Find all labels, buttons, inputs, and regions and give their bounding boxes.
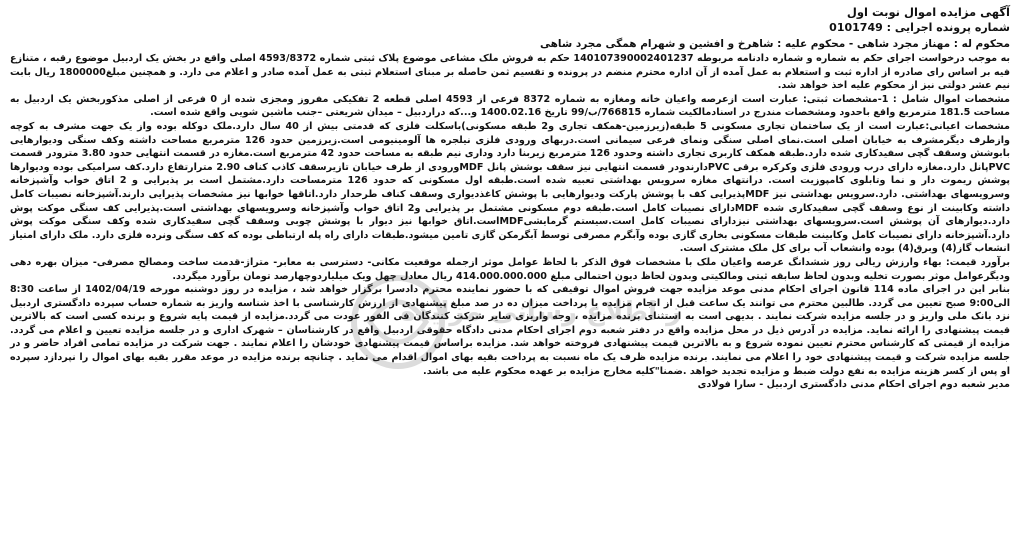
specs-paragraph: مشخصات اعیانی:عبارت است از یک ساختمان تجاری مسکونی 5 طبقه(زیرزمین-همکف تجاری و2 طبقه مسکونی)باسکلت فلزی که قدمتی بیش از 40 سال دارد.ملک دوکله بوده واز یک جهت مشرف به کوچه وازطرف دیگرمشرف به خیابان اصلی است.نمای اصلی سنگی ونمای فرعی سیمانی است.دربهای ورودی فلزی نیلجره ها آلومینیومی است.زیرزمین حدود 126 مترمربع مساحت داشته وکف سنگی ودیوارهایی بابوشش وسقف گچی سفیدکاری شده دارد.طبقه همکف کاربری تجاری داشته وحدود 126 مترمربع زیربنا دارد وداری نیم طبقه به مساحت حدود 42 مترمربع است.مغازه در قسمت انتهایی حدود 3.80 مترودر قسمت PVCپانل دارد.مغازه دارای درب ورودی فلزی وکرکره برقی PVCدارندودر قسمت انتهایی نیز سقف بوشش پانل MDFورودی از طرف خیابان تازیرسقف کاذب کناف 2.90 مترارتفاع دارد.کف سرامیکی بوده ودیوارها پوشش ریموت دار و نما وتابلوی کامپوزیت است. درانتهای مغازه سرویس بهداشتی تعبیه شده است.طبقه اول مسکونی که حدود 126 مترمساحت دارد.مشتمل است بر پذیرایی و 2 اتاق خواب وآشپزخانه وسرویسهای بهداشتی. دارد.سرویس بهداشتی نیز MDFپذیرایی کف با پوشش پارکت ودیوارهایی با پوشش کاغذدیواری وسقف کناف طرحدار دارد.اتاقها خوابها نیز مشخصات پذیرایی دارند.آشپزخانه نصیبات کامل داشته وکابینت از نوع وسقف گچی سفیدکاری شده MDFدارای نصیبات کامل است.طبقه دوم مسکونی مشتمل بر پذیرایی و2 اتاق خواب وآشپزخانه وسرویسهای بهداشتی است.پذیرایی کف سنگی موکت پوش دارد.دیوارهای آن پوشش است.سرویسهای بهداشتی نیزدارای نصیبات کامل است.سیستم گرمایشیMDFاست.اتاق خوابها نیز دیوار با پوشش چوبی وسقف گچی سفیدکاری شده وکف سنگی موکت پوش دارد.آشپزخانه دارای نصیبات کامل وکابینت طبقات مسکونی بخاری گازی بوده وآبگرم مصرفی توسط آبگرمکن گازی تامین میشود.طبقات دارای راه پله ارتباطی بوده که کف سنگی ونرده فلزی دارد. ملک دارای امتیاز انشعاب گاز(4) وبرق(4) بوده وانشعاب آب برای کل ملک مشترک است. — [10, 120, 1011, 255]
auction-paragraph: بنابر این در اجرای ماده 114 قانون اجرای احکام مدنی موعد مزایده جهت فروش اموال توقیفی که با حضور نماینده محترم دادسرا برگزار خواهد شد ، مزایده در روز دوشنبه مورخه 1402/04/19 از ساعت 8:30 الی9:00 صبح تعیین می گردد. طالبین محترم می توانند یک ساعت قبل از انجام مزایده با پرداخت میزان ده در صد مبلغ پیشنهادی از ارزش کارشناسی با اخذ شناسه واریز به شماره حساب سپرده دادگستری اردبیل نزد بانک ملی واریز و در جلسه مزایده شرکت نمایند . بدیهی است به استثنای برنده مزایده ، وجه واریزی سایر شرکت کنندگان فی الفور عودت می گردد.مزایده از قیمت پایه شروع و برنده کسی است که بالاترین قیمت پیشنهادی را ارائه نماید. مزایده در آدرس ذیل در محل مزایده واقع در دفتر شعبه دوم اجرای احکام مدنی دادگاه حقوقی اردبیل واقع در کارشناسان – شهرک اداری و در جلسه مزایده تعیین و اعلام می گردد. مزایده از قیمتی که کارشناس محترم تعیین نموده شروع و به بالاترین قیمت پیشنهادی فروخته خواهد شد. مزایده براساس قیمت پیشنهادی خودشان را اعلام نمایند . جهت شرکت در مزایده تمامی افراد حاضر و در جلسه مزایده شرکت و قیمت پیشنهادی خود را اعلام می نمایند. برنده مزایده ظرف یک ماه نسبت به پرداخت بقیه بهای اموال اقدام می نماید . چنانچه برنده مزایده در موعد مقرر بقیه بهای اموال را نپردازد سپرده او پس از کسر هزینه مزایده به نفع دولت ضبط و مزایده تجدید خواهد .ضمنا"کلیه مخارج مزایده بر عهده محکوم علیه می باشد. — [10, 284, 1010, 377]
file-number-line — [10, 20, 1010, 36]
file-number: 0101749 — [829, 21, 883, 34]
signature-line: مدیر شعبه دوم اجرای احکام مدنی دادگستری اردبیل - سارا فولادی — [697, 379, 1010, 391]
valuation-paragraph: برآورد قیمت: بهاء وارزش ریالی روز ششدانگ عرصه واعیان ملک با مشخصات فوق الذکر با لحاظ عوامل موثر ازجمله موقعیت مکانی- دسترسی به معابر- متراژ-قدمت ساخت ومصالح مصرفی- میزان بهره دهی ودیگرعوامل موثر بصورت تخلیه وبدون لحاظ سابقه ثبتی ومالکیتی وبدون لحاظ دیون احتمالی مبلغ 414.000.000.000 ریال معادل چهل ویک میلیاردوچهارصد تومان برآورد میگردد. — [10, 256, 1010, 282]
registry-paragraph: مشخصات اموال شامل : 1-مشخصات ثبتی: عبارت است ازعرصه واعیان خانه ومغازه به شماره 8372 فرعی از 4593 اصلی قطعه 2 تفکیکی مفروز ومجزی شده از 0 فرعی از اصلی مذکوربخش یک اردبیل به مساحت 181.5 مترمربع واقع باحدود ومشخصات مندرج در اسنادمالکیت شماره 766815/ب/99 تاریخ 1400.02.16 و...که دراردبیل – میدان شریعتی –جنب ماشین شویی واقع شده است. — [10, 93, 1010, 119]
auction-notice — [10, 4, 1010, 544]
intro-paragraph: به موجب درخواست اجرای حکم به شماره و شماره دادنامه مربوطه 140107390002401237 حکم به فروش ملک مشاعی موضوع پلاک ثبتی شماره 4593/8372 اصلی واقع در بخش یک اردبیل موضوع رقبه ، متنازع فیه بر اساس رای صادره از اداره ثبت و استعلام به عمل آمده از آن اداره محترم منضم در پرونده و تقسیم ثمن حاصله بر مبنای استعلام ثبتی به عمل آمده صادر و اعلام می دارد. و همچنین مبلغ1800000 ریال بابت نیم عشر دولتی نیز از محکوم علیه اخذ خواهد شد. — [10, 53, 1010, 92]
watermark-text: ز اطلاع رسانی مزایده — [400, 297, 680, 327]
file-number-label: شماره پرونده اجرایی : — [886, 21, 1010, 34]
notice-title: آگهی مزایده اموال نوبت اول — [846, 5, 1010, 19]
parties-line: محکوم له : مهناز مجرد شاهی - محکوم علیه : شاهرخ و افشین و شهرام همگی مجرد شاهی — [540, 38, 1010, 50]
